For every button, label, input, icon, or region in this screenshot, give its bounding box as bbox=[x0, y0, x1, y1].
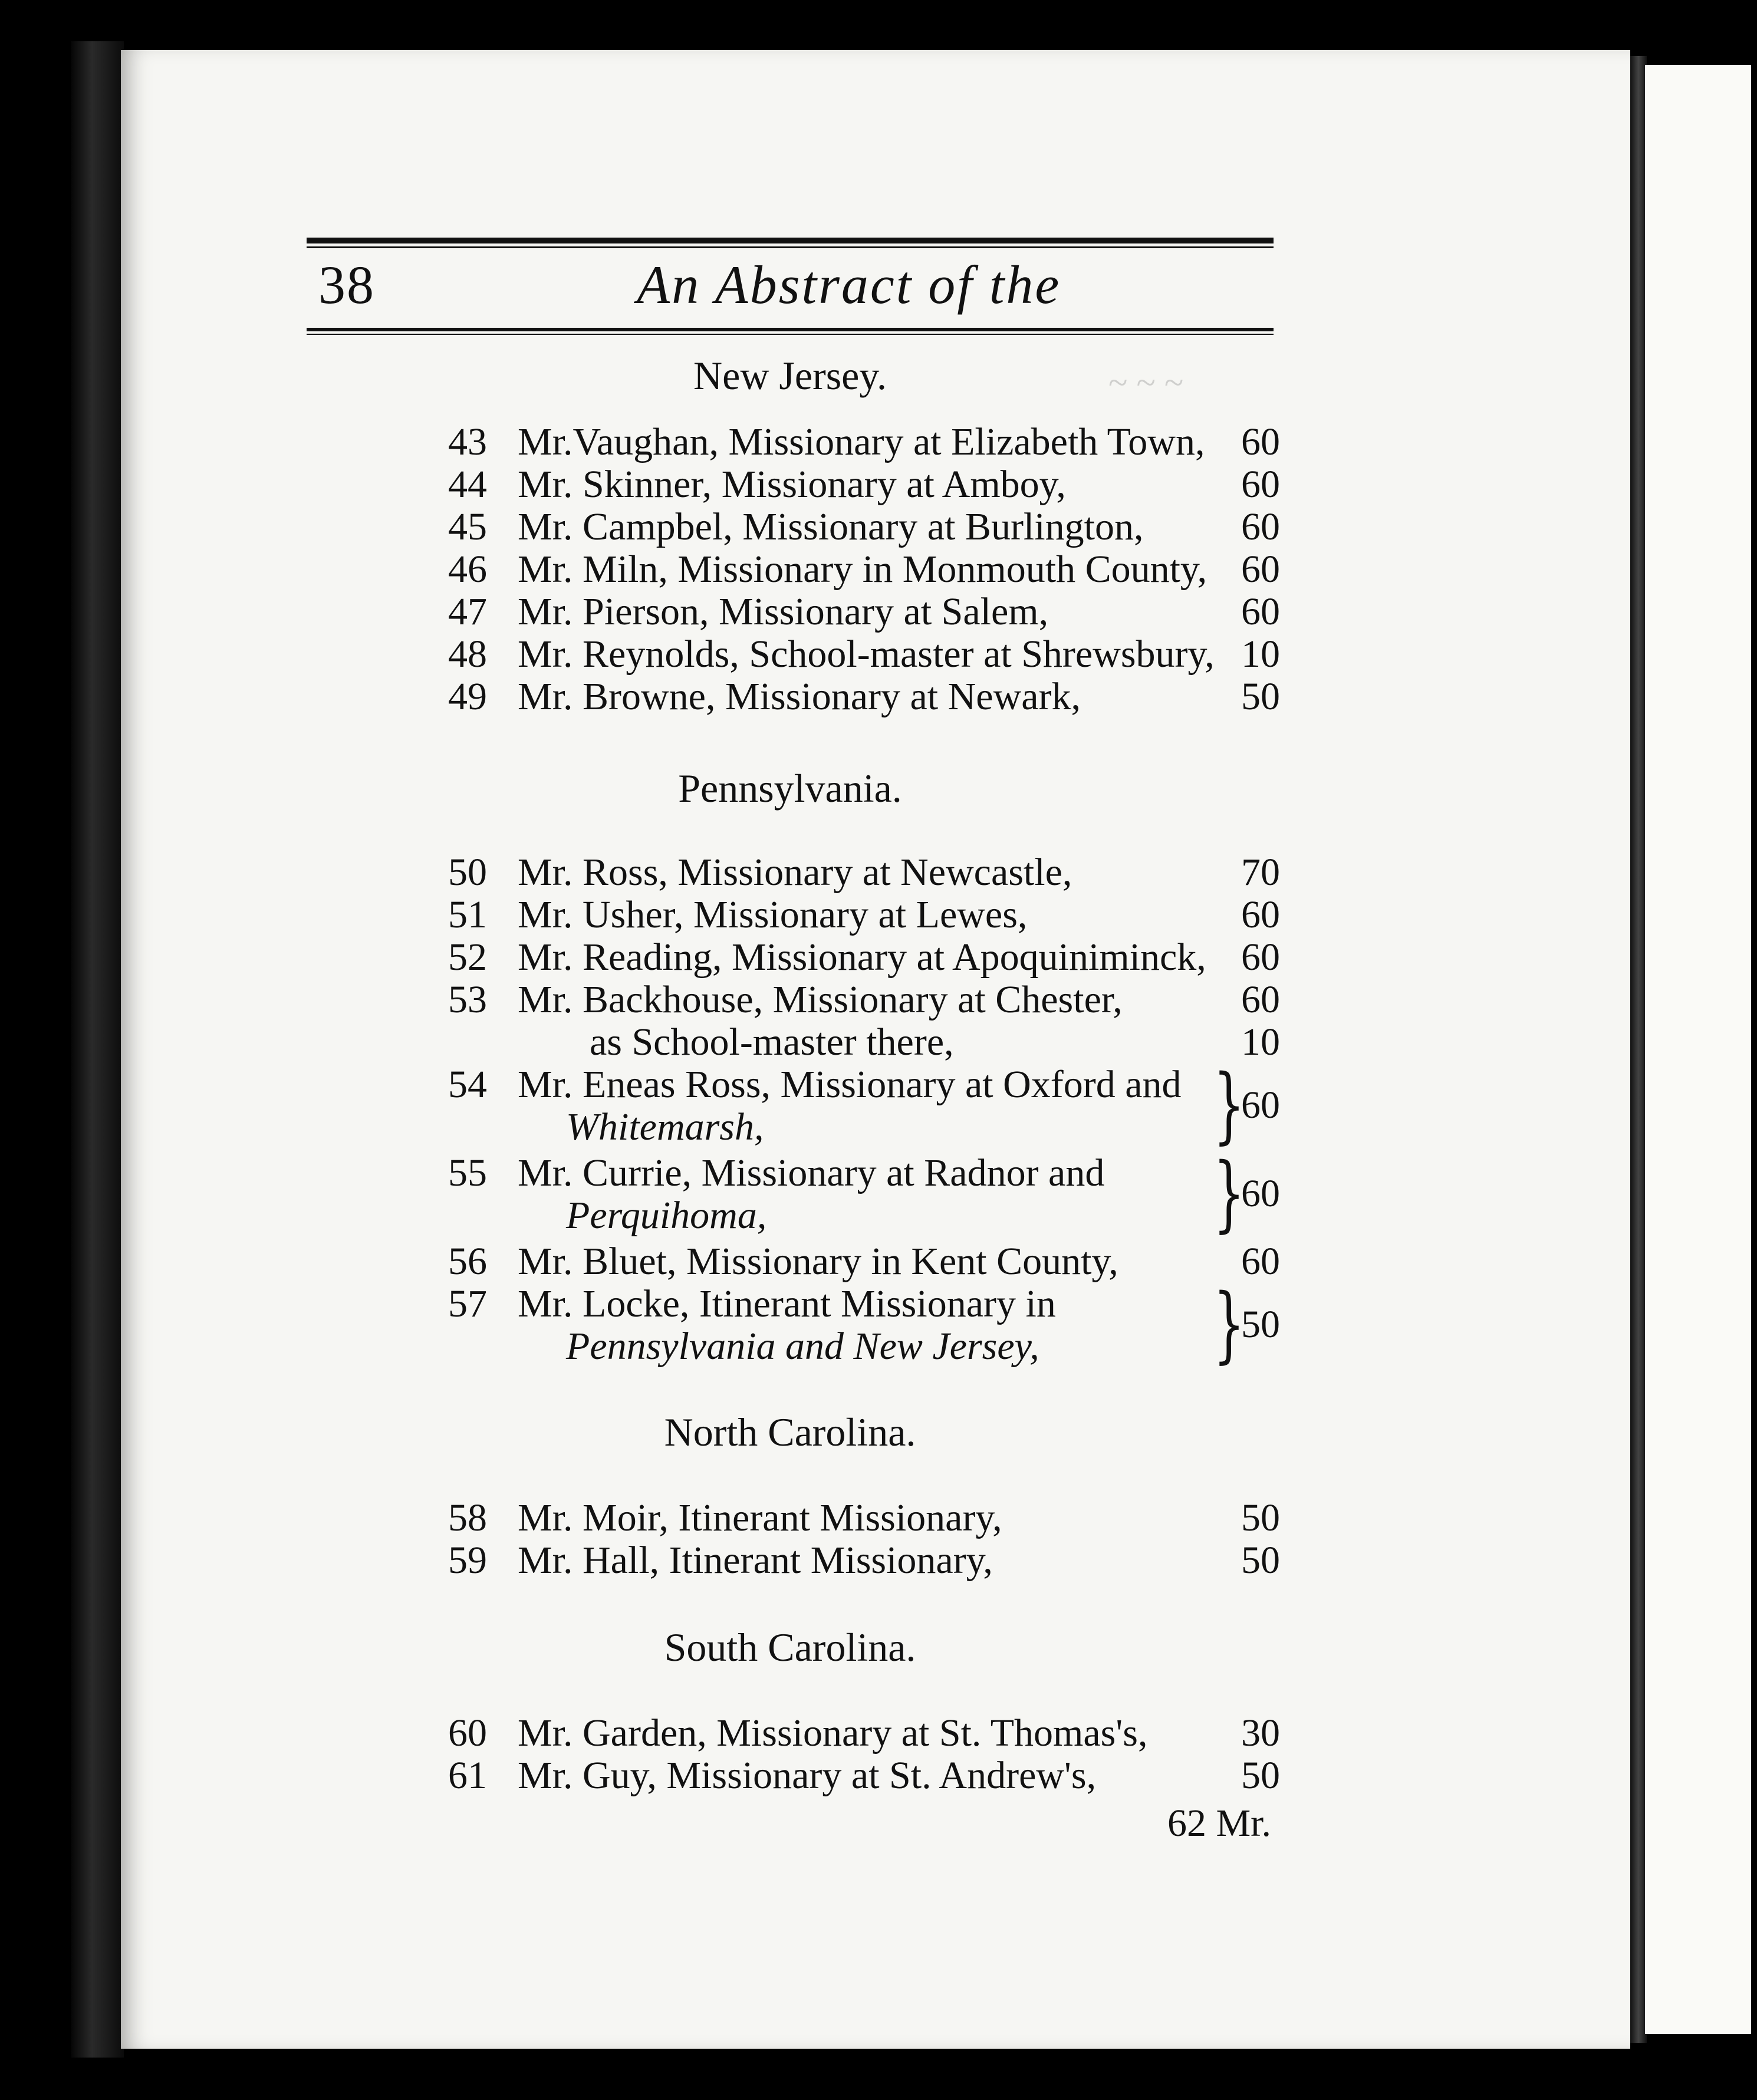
entry-text: Mr. Pierson, Missionary at Salem, bbox=[518, 590, 1049, 633]
list-item bbox=[448, 631, 1297, 678]
entry-text: Mr. Usher, Missionary at Lewes, bbox=[518, 893, 1028, 936]
entry-number: 57 bbox=[448, 1282, 487, 1325]
entry-text: Mr. Currie, Missionary at Radnor and bbox=[518, 1151, 1105, 1194]
entry-number: 61 bbox=[448, 1754, 487, 1797]
header-rule-thin bbox=[307, 246, 1274, 248]
list-item bbox=[448, 1019, 1297, 1066]
page-number: 38 bbox=[318, 255, 375, 315]
running-title: An Abstract of the bbox=[637, 255, 1061, 315]
entry-number: 44 bbox=[448, 463, 487, 506]
entry-text: Mr. Browne, Missionary at Newark, bbox=[518, 675, 1081, 718]
entry-amount: 60 bbox=[1241, 505, 1280, 548]
entry-number: 54 bbox=[448, 1063, 487, 1106]
entry-amount: 30 bbox=[1241, 1711, 1280, 1755]
entry-text: Mr. Miln, Missionary in Monmouth County, bbox=[518, 548, 1207, 591]
list-item bbox=[448, 1495, 1297, 1542]
entry-amount: 60 bbox=[1241, 463, 1280, 506]
section-title-pennsylvania: Pennsylvania. bbox=[678, 766, 902, 811]
brace-icon: } bbox=[1213, 1057, 1245, 1153]
entry-number: 55 bbox=[448, 1151, 487, 1194]
facing-page bbox=[1645, 65, 1751, 2034]
section-title-north-carolina: North Carolina. bbox=[664, 1410, 916, 1454]
header-underline bbox=[307, 328, 1274, 331]
entry-number: 48 bbox=[448, 633, 487, 676]
entry-number: 60 bbox=[448, 1711, 487, 1755]
list-item bbox=[448, 419, 1297, 466]
entry-text-continued: Pennsylvania and New Jersey, bbox=[566, 1325, 1039, 1368]
entry-number: 58 bbox=[448, 1496, 487, 1539]
catchword: 62 Mr. bbox=[1167, 1802, 1272, 1845]
list-item bbox=[448, 849, 1297, 896]
entry-number: 49 bbox=[448, 675, 487, 718]
list-item bbox=[448, 673, 1297, 720]
entry-amount: 10 bbox=[1241, 1021, 1280, 1064]
header-rule bbox=[307, 238, 1274, 243]
list-item bbox=[448, 1710, 1297, 1757]
list-item bbox=[448, 1537, 1297, 1584]
bleed-through-text: ~ ~ ~ bbox=[1108, 363, 1184, 402]
entry-text: Mr. Bluet, Missionary in Kent County, bbox=[518, 1240, 1118, 1283]
entry-text: Mr. Eneas Ross, Missionary at Oxford and bbox=[518, 1063, 1182, 1106]
list-item bbox=[448, 1146, 1297, 1242]
entry-amount: 60 bbox=[1241, 936, 1280, 979]
book-binding bbox=[71, 41, 124, 2058]
brace-icon: } bbox=[1213, 1276, 1245, 1372]
entry-text: Mr. Reading, Missionary at Apoquiniminck, bbox=[518, 936, 1206, 979]
entry-number: 59 bbox=[448, 1539, 487, 1582]
entry-text: Mr. Ross, Missionary at Newcastle, bbox=[518, 851, 1072, 894]
entry-number: 50 bbox=[448, 851, 487, 894]
list-item bbox=[448, 976, 1297, 1023]
entry-amount: 50 bbox=[1241, 1496, 1280, 1539]
entry-amount: 60 bbox=[1241, 978, 1280, 1021]
header-underline-thin bbox=[307, 334, 1274, 335]
entry-text: Mr. Campbel, Missionary at Burlington, bbox=[518, 505, 1144, 548]
list-item bbox=[448, 1752, 1297, 1799]
entry-text-continued: Whitemarsh, bbox=[566, 1105, 764, 1148]
list-item bbox=[448, 546, 1297, 593]
entry-text: Mr. Hall, Itinerant Missionary, bbox=[518, 1539, 993, 1582]
brace-icon: } bbox=[1213, 1146, 1245, 1242]
entry-text: Mr.Vaughan, Missionary at Elizabeth Town, bbox=[518, 420, 1205, 463]
entry-amount: 60 bbox=[1241, 893, 1280, 936]
entry-text: as School-master there, bbox=[590, 1021, 954, 1064]
entry-amount: 50 bbox=[1241, 1539, 1280, 1582]
entry-amount: 60 bbox=[1241, 548, 1280, 591]
entry-number: 45 bbox=[448, 505, 487, 548]
entry-text: Mr. Moir, Itinerant Missionary, bbox=[518, 1496, 1002, 1539]
entry-text: Mr. Skinner, Missionary at Amboy, bbox=[518, 463, 1066, 506]
list-item bbox=[448, 1057, 1297, 1153]
entry-amount: 60 bbox=[1241, 1240, 1280, 1283]
entry-number: 46 bbox=[448, 548, 487, 591]
entry-number: 47 bbox=[448, 590, 487, 633]
entry-amount: 50 bbox=[1241, 1754, 1280, 1797]
entry-amount: 10 bbox=[1241, 633, 1280, 676]
list-item bbox=[448, 1276, 1297, 1372]
entry-amount: 70 bbox=[1241, 851, 1280, 894]
list-item bbox=[448, 588, 1297, 636]
entry-number: 52 bbox=[448, 936, 487, 979]
section-title-south-carolina: South Carolina. bbox=[664, 1625, 916, 1670]
list-item bbox=[448, 461, 1297, 508]
entry-number: 43 bbox=[448, 420, 487, 463]
entry-number: 56 bbox=[448, 1240, 487, 1283]
entry-text: Mr. Locke, Itinerant Missionary in bbox=[518, 1282, 1056, 1325]
entry-text: Mr. Reynolds, School-master at Shrewsbury, bbox=[518, 633, 1215, 676]
page-gutter bbox=[1630, 56, 1647, 2043]
entry-text: Mr. Garden, Missionary at St. Thomas's, bbox=[518, 1711, 1148, 1755]
section-title-new-jersey: New Jersey. bbox=[693, 353, 887, 398]
entry-text: Mr. Backhouse, Missionary at Chester, bbox=[518, 978, 1123, 1021]
list-item bbox=[448, 503, 1297, 551]
entry-number: 51 bbox=[448, 893, 487, 936]
entry-text: Mr. Guy, Missionary at St. Andrew's, bbox=[518, 1754, 1097, 1797]
entry-amount: 60 bbox=[1241, 420, 1280, 463]
list-item bbox=[448, 891, 1297, 939]
list-item bbox=[448, 1238, 1297, 1285]
entry-amount: 50 bbox=[1241, 1303, 1280, 1346]
entry-text-continued: Perquihoma, bbox=[566, 1194, 767, 1237]
entry-amount: 60 bbox=[1241, 590, 1280, 633]
entry-amount: 60 bbox=[1241, 1084, 1280, 1127]
entry-amount: 50 bbox=[1241, 675, 1280, 718]
list-item bbox=[448, 934, 1297, 981]
entry-amount: 60 bbox=[1241, 1172, 1280, 1215]
entry-number: 53 bbox=[448, 978, 487, 1021]
